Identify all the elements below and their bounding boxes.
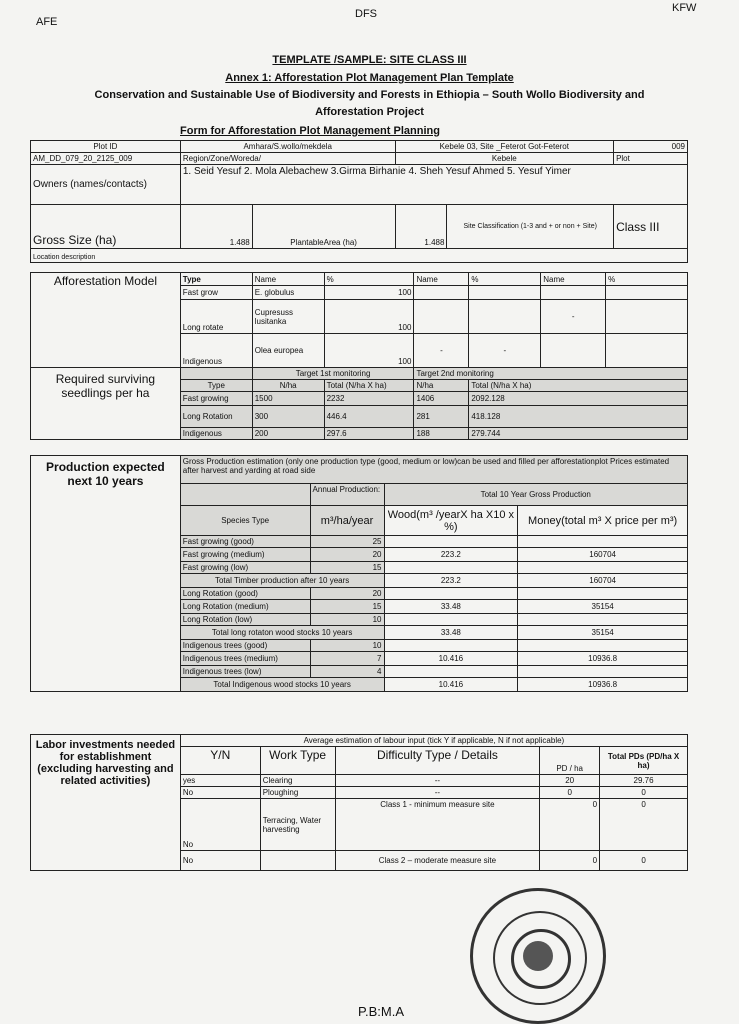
labor-total: 0 [600, 799, 688, 851]
species-pct: 100 [324, 300, 414, 334]
species-pct-2 [469, 300, 541, 334]
production-total-wood: 33.48 [384, 626, 518, 640]
species-pct-2 [469, 286, 541, 300]
seedling-nha-1: 200 [252, 428, 324, 440]
nha-header-2: N/ha [414, 380, 469, 392]
col-pct-3: % [606, 273, 688, 286]
production-row-wood: 10.416 [384, 652, 518, 666]
gross-size-value: 1.488 [180, 205, 252, 249]
species-pct: 100 [324, 334, 414, 368]
production-row-name: Indigenous trees (good) [180, 640, 310, 652]
seedling-total-2: 2092.128 [469, 392, 688, 406]
production-row-wood: 223.2 [384, 548, 518, 562]
seedling-total-1: 446.4 [324, 406, 414, 428]
production-row-rate: 4 [310, 666, 384, 678]
species-name-2: - [414, 334, 469, 368]
seedling-total-1: 2232 [324, 392, 414, 406]
production-row-wood: 33.48 [384, 600, 518, 614]
production-row-wood [384, 588, 518, 600]
location: Amhara/S.wollo/mekdela [180, 141, 395, 153]
col-name-3: Name [541, 273, 606, 286]
production-row-rate: 20 [310, 548, 384, 562]
plantable-area-value: 1.488 [395, 205, 447, 249]
species-type-header: Species Type [180, 506, 310, 536]
total-pds-header: Total PDs (PD/ha X ha) [600, 747, 688, 775]
production-row-rate: 15 [310, 600, 384, 614]
production-row-money [518, 562, 688, 574]
species-name-3 [541, 334, 606, 368]
production-row-rate: 15 [310, 562, 384, 574]
total-header-2: Total (N/ha X ha) [469, 380, 688, 392]
header-left: AFE [36, 16, 58, 28]
header-right: KFW [672, 2, 697, 14]
target-1st-monitoring: Target 1st monitoring [252, 368, 414, 380]
production-row-money [518, 536, 688, 548]
money-header: Money(total m³ X price per m³) [518, 506, 688, 536]
nha-header-1: N/ha [252, 380, 324, 392]
production-row-money [518, 640, 688, 652]
production-row-name: Indigenous trees (medium) [180, 652, 310, 666]
production-row-rate: 25 [310, 536, 384, 548]
production-row-money: 35154 [518, 600, 688, 614]
seedling-nha-1: 1500 [252, 392, 324, 406]
production-table [30, 455, 688, 692]
owners-label: Owners (names/contacts) [31, 165, 181, 205]
header-center: DFS [355, 8, 377, 20]
production-total-money: 35154 [518, 626, 688, 640]
project-line1: Conservation and Sustainable Use of Biodiversity and Forests in Ethiopia – South Wollo Biodiversity and [94, 89, 645, 101]
afforestation-type: Indigenous [180, 334, 252, 368]
footer-initials: P.B:M.A [358, 1004, 405, 1019]
species-name: Cupresuss lusitanka [252, 300, 324, 334]
production-row-name: Long Rotation (good) [180, 588, 310, 600]
production-total-money: 160704 [518, 574, 688, 588]
afforestation-model-table [30, 272, 688, 368]
production-row-name: Long Rotation (low) [180, 614, 310, 626]
total-10-year-header: Total 10 Year Gross Production [384, 484, 688, 506]
plot-label: Plot [614, 153, 688, 165]
seedling-nha-1: 300 [252, 406, 324, 428]
species-pct-3 [606, 300, 688, 334]
production-row-money: 160704 [518, 548, 688, 562]
yn-header: Y/N [180, 747, 260, 775]
labor-work-type: Ploughing [260, 787, 335, 799]
labor-yn: No [180, 851, 260, 871]
production-row-rate: 10 [310, 614, 384, 626]
labor-pd: 0 [540, 799, 600, 851]
plot-info-table [30, 140, 688, 263]
production-row-name: Fast growing (medium) [180, 548, 310, 562]
production-row-rate: 7 [310, 652, 384, 666]
species-pct-2: - [469, 334, 541, 368]
production-total-row: Total Indigenous wood stocks 10 years [180, 678, 384, 692]
target-2nd-monitoring: Target 2nd monitoring [414, 368, 688, 380]
official-stamp [470, 888, 606, 1024]
afforestation-type: Fast grow [180, 286, 252, 300]
col-type: Type [180, 273, 252, 286]
labor-yn: No [180, 799, 260, 851]
labor-difficulty: Class 1 - minimum measure site [335, 799, 540, 851]
total-header-1: Total (N/ha X ha) [324, 380, 414, 392]
labor-label: Labor investments needed for establishment (excluding harvesting and related activities) [31, 735, 181, 871]
project-line2: Afforestation Project [315, 106, 424, 118]
species-pct-3 [606, 286, 688, 300]
labor-work-type: Terracing, Water harvesting [260, 799, 335, 851]
kebele-site: Kebele 03, Site _Feterot Got-Feterot [395, 141, 614, 153]
labor-pd: 0 [540, 787, 600, 799]
annex-title: Annex 1: Afforestation Plot Management Plan Template [225, 72, 514, 84]
labor-pd: 0 [540, 851, 600, 871]
col-name-2: Name [414, 273, 469, 286]
wood-header: Wood(m³ /yearX ha X10 x %) [384, 506, 518, 536]
species-name-2 [414, 286, 469, 300]
species-name-3 [541, 286, 606, 300]
seedling-total-1: 297.6 [324, 428, 414, 440]
labor-yn: yes [180, 775, 260, 787]
afforestation-type: Long rotate [180, 300, 252, 334]
afforestation-model-label: Afforestation Model [31, 273, 181, 368]
production-total-wood: 223.2 [384, 574, 518, 588]
plot-id-value: AM_DD_079_20_2125_009 [31, 153, 181, 165]
location-description-label: Location description [31, 249, 688, 263]
labor-work-type [260, 851, 335, 871]
col-pct-2: % [469, 273, 541, 286]
species-pct: 100 [324, 286, 414, 300]
production-total-row: Total Timber production after 10 years [180, 574, 384, 588]
production-row-wood [384, 536, 518, 548]
production-row-wood [384, 562, 518, 574]
production-row-rate: 10 [310, 640, 384, 652]
production-label: Production expected next 10 years [31, 456, 181, 692]
unit-header: m³/ha/year [310, 506, 384, 536]
production-row-name: Indigenous trees (low) [180, 666, 310, 678]
production-total-money: 10936.8 [518, 678, 688, 692]
class-value: Class III [614, 205, 688, 249]
labor-difficulty: -- [335, 787, 540, 799]
seedling-nha-2: 188 [414, 428, 469, 440]
owners-value: 1. Seid Yesuf 2. Mola Alebachew 3.Girma Birhanie 4. Sheh Yesuf Ahmed 5. Yesuf Yimer [180, 165, 687, 205]
kebele-label: Kebele [395, 153, 614, 165]
seedling-type: Long Rotation [180, 406, 252, 428]
plantable-area-label: PlantableArea (ha) [252, 205, 395, 249]
species-name: E. globulus [252, 286, 324, 300]
species-name-2 [414, 300, 469, 334]
seedling-nha-2: 1406 [414, 392, 469, 406]
production-row-wood [384, 666, 518, 678]
labor-average-note: Average estimation of labour input (tick Y if applicable, N if not applicable) [180, 735, 687, 747]
labor-yn: No [180, 787, 260, 799]
labor-total: 0 [600, 851, 688, 871]
seedling-nha-2: 281 [414, 406, 469, 428]
labor-difficulty: Class 2 – moderate measure site [335, 851, 540, 871]
production-row-money: 10936.8 [518, 652, 688, 666]
production-row-name: Fast growing (good) [180, 536, 310, 548]
annual-production-header: Annual Production: [310, 484, 384, 506]
plot-id-label: Plot ID [31, 141, 181, 153]
seedling-type-header: Type [180, 380, 252, 392]
form-title: Form for Afforestation Plot Management Planning [180, 125, 440, 137]
labor-pd: 20 [540, 775, 600, 787]
species-name: Olea europea [252, 334, 324, 368]
site-classification-label: Site Classification (1-3 and + or non + Site) [447, 205, 614, 249]
template-title: TEMPLATE /SAMPLE: SITE CLASS III [272, 54, 467, 66]
production-total-row: Total long rotaton wood stocks 10 years [180, 626, 384, 640]
seedlings-label: Required surviving seedlings per ha [31, 368, 181, 440]
labor-work-type: Clearing [260, 775, 335, 787]
production-row-name: Long Rotation (medium) [180, 600, 310, 614]
gross-size-label: Gross Size (ha) [31, 205, 181, 249]
production-row-wood [384, 640, 518, 652]
seedling-type: Fast growing [180, 392, 252, 406]
seedling-total-2: 418.128 [469, 406, 688, 428]
seedling-total-2: 279.744 [469, 428, 688, 440]
difficulty-header: Difficulty Type / Details [335, 747, 540, 775]
plot-number: 009 [614, 141, 688, 153]
seedling-type: Indigenous [180, 428, 252, 440]
labor-table [30, 734, 688, 871]
seedlings-table [30, 367, 688, 440]
work-type-header: Work Type [260, 747, 335, 775]
labor-total: 29.76 [600, 775, 688, 787]
production-total-wood: 10.416 [384, 678, 518, 692]
production-row-money [518, 666, 688, 678]
production-row-money [518, 588, 688, 600]
region-label: Region/Zone/Woreda/ [180, 153, 395, 165]
production-row-money [518, 614, 688, 626]
species-name-3: - [541, 300, 606, 334]
production-note: Gross Production estimation (only one production type (good, medium or low)can be used and filled per afforestationplot Prices estimated after harvest and yarding at road side [180, 456, 687, 484]
col-name-1: Name [252, 273, 324, 286]
production-row-rate: 20 [310, 588, 384, 600]
species-pct-3 [606, 334, 688, 368]
labor-difficulty: -- [335, 775, 540, 787]
production-row-wood [384, 614, 518, 626]
col-pct-1: % [324, 273, 414, 286]
production-row-name: Fast growing (low) [180, 562, 310, 574]
labor-total: 0 [600, 787, 688, 799]
pd-ha-header: PD / ha [540, 747, 600, 775]
